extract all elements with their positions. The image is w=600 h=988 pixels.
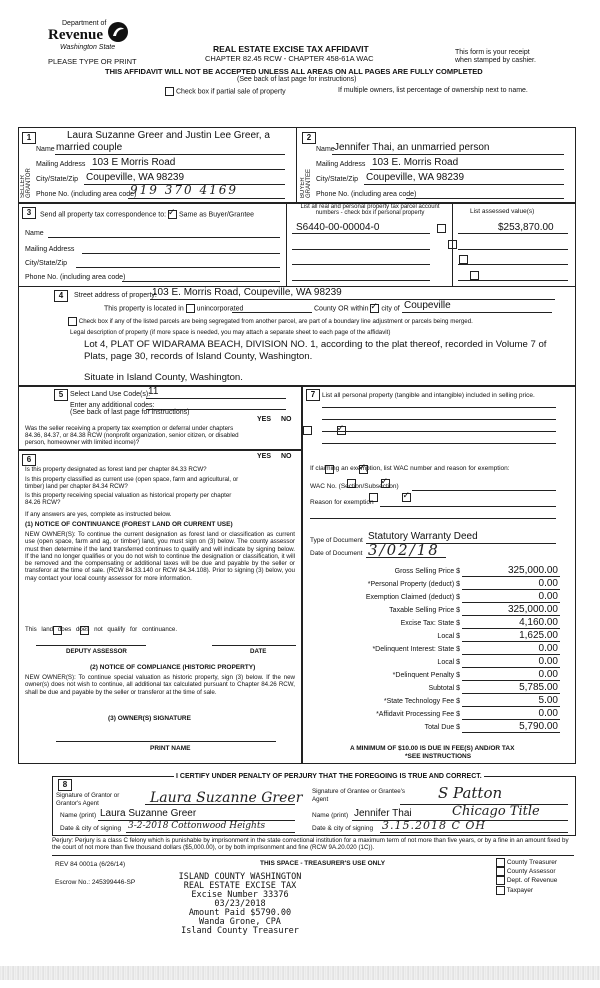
copy-taxpayer: Taxpayer — [496, 886, 557, 895]
calc-row — [302, 605, 560, 616]
calc-value: 4,160.00 — [519, 617, 558, 628]
calc-row — [302, 696, 560, 707]
buyer-city-value: Coupeville, WA 98239 — [366, 172, 465, 183]
reason-label: Reason for exemption — [310, 499, 374, 506]
qualify-label: This land does does not qualify for continuance. — [25, 626, 178, 633]
print-name-label: PRINT NAME — [150, 745, 191, 752]
personal-property-checkbox-1[interactable] — [437, 224, 446, 233]
see-back-text: (See back of last page for instructions) — [237, 76, 357, 83]
county-or-within-label: County OR within — [314, 305, 369, 313]
notice-1-text: NEW OWNER(S): To continue the current designation as forest land or classification as current use (open space, farm and ag, or timber) land, you must sign on (3) below. The county assessor must then determine if the land transferred continues to qualify and will indicate by signing below. If the land no longer qualifies or you do not wish to continue the designation or classification, it will be removed and the compensating or additional taxes will be due and payable by the seller or transferor at the time of sale. (RCW 84.33.140 or RCW 84.34.108). Prior to signing (3) below, you may contact your local county assessor for more information. — [25, 531, 295, 582]
copies-list — [496, 858, 557, 895]
segregated-row — [68, 317, 473, 326]
grantor-name-value: Laura Suzanne Greer — [100, 808, 197, 819]
buyer-phone-label: Phone No. (including area code) — [316, 191, 417, 198]
copy-dept-revenue: Dept. of Revenue — [496, 876, 557, 885]
s6-yes-header: YES — [257, 453, 272, 460]
see-instructions-note: *SEE INSTRUCTIONS — [405, 753, 472, 760]
located-row — [104, 304, 243, 313]
calc-row — [302, 709, 560, 720]
calc-underline — [462, 628, 560, 629]
personal-property-label: List all personal property (tangible and intangible) included in selling price. — [322, 392, 535, 399]
same-as-buyer-label: Same as Buyer/Grantee — [178, 211, 255, 219]
calc-label: Exemption Claimed (deduct) $ — [365, 594, 460, 601]
seller-phone-label: Phone No. (including area code) — [36, 191, 137, 198]
s6-question-2: Is this property classified as current use (open space, farm and agricultural, or timber) land per chapter 84.34 RCW? — [25, 476, 239, 490]
calc-underline — [462, 693, 560, 694]
grantor-sig-label: Signature of Grantor or Grantor's Agent — [56, 792, 120, 807]
s3-phone-label: Phone No. (including area code) — [25, 274, 126, 281]
parcel-heading: List all real and personal property tax parcel account numbers - check box if personal property — [300, 204, 440, 216]
s5-question-1: Was the seller receiving a property tax exemption or deferral under chapters 84.36, 84.37, or 84.38 RCW (nonprofit organization, senior citizen, or disabled person, homeowner with limited income)? — [25, 425, 239, 446]
calc-row — [302, 670, 560, 681]
city-of-value: Coupeville — [404, 300, 451, 311]
calc-value: 5,785.00 — [519, 682, 558, 693]
calc-label: Excise Tax: State $ — [400, 620, 460, 627]
calc-row — [302, 644, 560, 655]
deputy-assessor-label: DEPUTY ASSESSOR — [66, 648, 127, 655]
calc-row — [302, 631, 560, 642]
s3-name-label: Name — [25, 230, 44, 237]
located-label: This property is located in — [104, 305, 184, 313]
copy-dept-revenue-checkbox[interactable] — [496, 876, 505, 885]
calc-label: *Personal Property (deduct) $ — [367, 581, 460, 588]
buyer-side-label: BUYER GRANTEE — [300, 168, 312, 198]
calc-label: *Affidavit Processing Fee $ — [376, 711, 460, 718]
calc-underline — [462, 602, 560, 603]
seller-city-label: City/State/Zip — [36, 176, 79, 183]
section-5-number: 5 — [54, 389, 68, 401]
calc-row — [302, 618, 560, 629]
form-chapter: CHAPTER 82.45 RCW - CHAPTER 458-61A WAC — [205, 54, 374, 63]
calc-underline — [462, 667, 560, 668]
stamp-line-1: ISLAND COUNTY WASHINGTON — [178, 872, 302, 882]
copy-county-assessor: County Assessor — [496, 867, 557, 876]
treasurer-stamp — [150, 873, 330, 936]
land-use-label: Select Land Use Code(s): — [70, 391, 151, 398]
doc-type-label: Type of Document — [310, 537, 363, 544]
certify-statement: I CERTIFY UNDER PENALTY OF PERJURY THAT THE FOREGOING IS TRUE AND CORRECT. — [176, 773, 482, 780]
stamp-line-5: Amount Paid $5790.00 — [188, 908, 292, 918]
wac-label: WAC No. (Section/Subsection) — [310, 483, 399, 490]
grantee-signature: S Patton — [438, 784, 503, 802]
calc-label: Local $ — [437, 659, 460, 666]
segregated-checkbox[interactable] — [68, 317, 77, 326]
calc-label: Taxable Selling Price $ — [389, 607, 460, 614]
calc-label: Local $ — [437, 633, 460, 640]
grantee-agent-company: Chicago Title — [452, 804, 540, 819]
calc-value: 0.00 — [538, 591, 558, 602]
grantor-date-value: 3-2-2018 Cottonwood Heights — [128, 821, 266, 831]
notice-2-title: (2) NOTICE OF COMPLIANCE (HISTORIC PROPERTY) — [90, 664, 256, 671]
calc-row — [302, 592, 560, 603]
notice-1-title: (1) NOTICE OF CONTINUANCE (FOREST LAND OR CURRENT USE) — [25, 521, 233, 528]
section-4-box — [18, 286, 576, 386]
doc-date-label: Date of Document — [310, 550, 363, 557]
section-1-number: 1 — [22, 132, 36, 144]
calc-underline — [462, 680, 560, 681]
stamp-line-6: Wanda Grone, CPA — [199, 917, 281, 927]
grantor-date-label: Date & city of signing — [60, 825, 122, 832]
calc-value: 5,790.00 — [519, 721, 558, 732]
warning-text: THIS AFFIDAVIT WILL NOT BE ACCEPTED UNLESS ALL AREAS ON ALL PAGES ARE FULLY COMPLETED — [105, 67, 483, 76]
segregated-label: Check box if any of the listed parcels are being segregated from another parcel, are part of a boundary line adjustment or parcels being merged. — [78, 318, 473, 326]
revenue-logo-icon — [106, 20, 130, 44]
calc-label: Subtotal $ — [428, 685, 460, 692]
dept-of-label: Department of — [62, 20, 107, 27]
buyer-name-value: Jennifer Thai, an unmarried person — [334, 142, 490, 153]
section-7-number: 7 — [306, 389, 320, 401]
s6-if-yes: If any answers are yes, complete as instructed below. — [25, 511, 172, 518]
calc-underline — [462, 576, 560, 577]
revenue-wordmark: Revenue — [48, 27, 103, 43]
seller-city-value: Coupeville, WA 98239 — [86, 172, 185, 183]
form-revision: REV 84 0001a (6/26/14) — [55, 861, 126, 868]
stamp-line-4: 03/23/2018 — [214, 899, 266, 909]
land-use-see-back: (See back of last page for instructions) — [70, 409, 190, 416]
calc-row — [302, 566, 560, 577]
send-correspondence-label: Send all property tax correspondence to: — [40, 211, 167, 219]
seller-name-label: Name — [36, 146, 55, 153]
calc-row — [302, 579, 560, 590]
parcel-number: S6440-00-00004-0 — [296, 222, 380, 233]
calc-underline — [462, 641, 560, 642]
section-2-number: 2 — [302, 132, 316, 144]
additional-codes-label: Enter any additional codes: — [70, 402, 155, 409]
copy-county-treasurer-checkbox[interactable] — [496, 858, 505, 867]
buyer-name-label: Name — [316, 146, 335, 153]
calc-underline — [462, 654, 560, 655]
grantee-name-label: Name (print) — [312, 812, 349, 819]
s3-mail-label: Mailing Address — [25, 246, 75, 253]
street-label: Street address of property: — [74, 292, 157, 299]
land-use-value: 11 — [148, 386, 159, 397]
calc-value: 325,000.00 — [507, 604, 558, 615]
escrow-number: Escrow No.: 245399446-SP — [55, 879, 136, 886]
calc-value: 1,625.00 — [519, 630, 558, 641]
city-within-row — [314, 304, 400, 313]
legal-line-3: Situate in Island County, Washington. — [84, 372, 243, 383]
legal-line-2: Plats, page 30, records of Island County, Washington. — [84, 351, 313, 362]
minimum-fee-note: A MINIMUM OF $10.00 IS DUE IN FEE(S) AND/OR TAX — [350, 745, 515, 752]
copy-county-treasurer: County Treasurer — [496, 858, 557, 867]
city-of-label: city of — [381, 305, 400, 313]
grantor-signature: Laura Suzanne Greer — [150, 790, 303, 806]
perjury-notice: Perjury: Perjury is a class C felony which is punishable by imprisonment in the state correctional institution for a maximum term of not more than five years, or by a fine in an amount fixed by the court of not more than five thousand dollars ($5,000.00), or by both imprisonment and fine (RCW 9A.20.020 (1C)). — [52, 837, 569, 852]
stamp-line-2: REAL ESTATE EXCISE TAX — [183, 881, 297, 891]
partial-sale-row — [165, 87, 286, 96]
unincorporated-label: unincorporated — [196, 305, 244, 313]
calc-row — [302, 683, 560, 694]
grantor-name-label: Name (print) — [60, 812, 97, 819]
copy-taxpayer-checkbox[interactable] — [496, 886, 505, 895]
calc-value: 0.00 — [538, 578, 558, 589]
doc-date-value: 3/02/18 — [368, 541, 440, 559]
partial-sale-label: Check box if partial sale of property — [175, 88, 286, 96]
notice-2-text: NEW OWNER(S): To continue special valuation as historic property, sign (3) below. If the new owner(s) does not wish to continue, all additional tax calculated pursuant to Chapter 84.26 RCW, shall be due and payable by the seller or transferor at the time of sale. — [25, 674, 295, 696]
calc-label: *State Technology Fee $ — [383, 698, 460, 705]
seller-name-line2: married couple — [56, 142, 123, 153]
calc-value: 0.00 — [538, 656, 558, 667]
type-or-print: PLEASE TYPE OR PRINT — [48, 57, 137, 66]
calc-label: *Delinquent Interest: State $ — [372, 646, 460, 653]
city-of-checkbox[interactable] — [370, 304, 379, 313]
section-3-number: 3 — [22, 207, 36, 219]
assessed-heading: List assessed value(s) — [470, 208, 535, 215]
stamp-line-7: Island County Treasurer — [181, 926, 299, 936]
calc-value: 325,000.00 — [507, 565, 558, 576]
personal-property-checkbox-3[interactable] — [459, 255, 468, 264]
s5-no-header: NO — [281, 416, 292, 423]
owner-signature-label: (3) OWNER(S) SIGNATURE — [108, 715, 191, 722]
assessed-value: $253,870.00 — [498, 222, 554, 233]
s3-city-label: City/State/Zip — [25, 260, 68, 267]
calc-value: 5.00 — [538, 695, 558, 706]
send-correspondence — [40, 210, 254, 219]
s5-yes-header: YES — [257, 416, 272, 423]
calc-row — [302, 722, 560, 733]
calc-underline — [462, 589, 560, 590]
section-8-number: 8 — [58, 779, 72, 791]
revenue-logo — [48, 20, 128, 56]
calc-underline — [462, 706, 560, 707]
doc-type-value: Statutory Warranty Deed — [368, 531, 478, 542]
calc-row — [302, 657, 560, 668]
cashier-note: when stamped by cashier. — [455, 57, 536, 64]
calc-value: 0.00 — [538, 669, 558, 680]
treasurer-use-only: THIS SPACE - TREASURER'S USE ONLY — [260, 860, 386, 867]
partial-sale-checkbox[interactable] — [165, 87, 174, 96]
deputy-date-label: DATE — [250, 648, 267, 655]
exemption-label: If claiming an exemption, list WAC number and reason for exemption: — [310, 465, 510, 472]
form-title: REAL ESTATE EXCISE TAX AFFIDAVIT — [213, 44, 369, 54]
buyer-mail-label: Mailing Address — [316, 161, 366, 168]
washington-state-label: Washington State — [60, 44, 116, 51]
grantee-date-label: Date & city of signing — [312, 825, 374, 832]
same-as-buyer-checkbox[interactable] — [168, 210, 177, 219]
calc-value: 0.00 — [538, 643, 558, 654]
seller-side-label: SELLER GRANTOR — [20, 168, 32, 198]
buyer-city-label: City/State/Zip — [316, 176, 359, 183]
copy-county-assessor-checkbox[interactable] — [496, 867, 505, 876]
stamp-line-3: Excise Number 33376 — [191, 890, 289, 900]
personal-property-checkbox-4[interactable] — [470, 271, 479, 280]
calc-underline — [462, 719, 560, 720]
unincorporated-checkbox[interactable] — [186, 304, 195, 313]
receipt-note: This form is your receipt — [455, 49, 530, 56]
calc-underline — [462, 615, 560, 616]
seller-name-line1: Laura Suzanne Greer and Justin Lee Greer, a — [67, 130, 270, 141]
multiple-owners-note: If multiple owners, list percentage of ownership next to name. — [338, 87, 528, 94]
legal-line-1: Lot 4, PLAT OF WIDARAMA BEACH, DIVISION NO. 1, according to the plat thereof, recorded in Volume 7 of — [84, 339, 547, 350]
s6-question-1: Is this property designated as forest land per chapter 84.33 RCW? — [25, 466, 207, 473]
grantee-name-value: Jennifer Thai — [354, 808, 412, 819]
calc-label: Gross Selling Price $ — [394, 568, 460, 575]
grantee-date-value: 3.15.2018 C OH — [382, 819, 487, 832]
section-4-number: 4 — [54, 290, 68, 302]
section-6-number: 6 — [22, 454, 36, 466]
calc-value: 0.00 — [538, 708, 558, 719]
calc-label: *Delinquent Penalty $ — [392, 672, 460, 679]
buyer-mail-value: 103 E. Morris Road — [372, 157, 459, 168]
legal-description-label: Legal description of property (if more space is needed, you may attach a separate sheet to each page of the affidavit) — [70, 329, 391, 336]
grantee-sig-label: Signature of Grantee or Grantee's Agent — [312, 788, 406, 803]
seller-phone-value: 919 370 4169 — [130, 183, 238, 197]
street-value: 103 E. Morris Road, Coupeville, WA 98239 — [152, 287, 342, 298]
scan-noise-strip — [0, 966, 600, 980]
personal-property-checkbox-2[interactable] — [448, 240, 457, 249]
seller-mail-label: Mailing Address — [36, 161, 86, 168]
calc-underline — [462, 732, 560, 733]
s6-no-header: NO — [281, 453, 292, 460]
seller-mail-value: 103 E Morris Road — [92, 157, 176, 168]
s6-question-3: Is this property receiving special valuation as historical property per chapter 84.26 RCW? — [25, 492, 232, 506]
calc-label: Total Due $ — [424, 724, 460, 731]
